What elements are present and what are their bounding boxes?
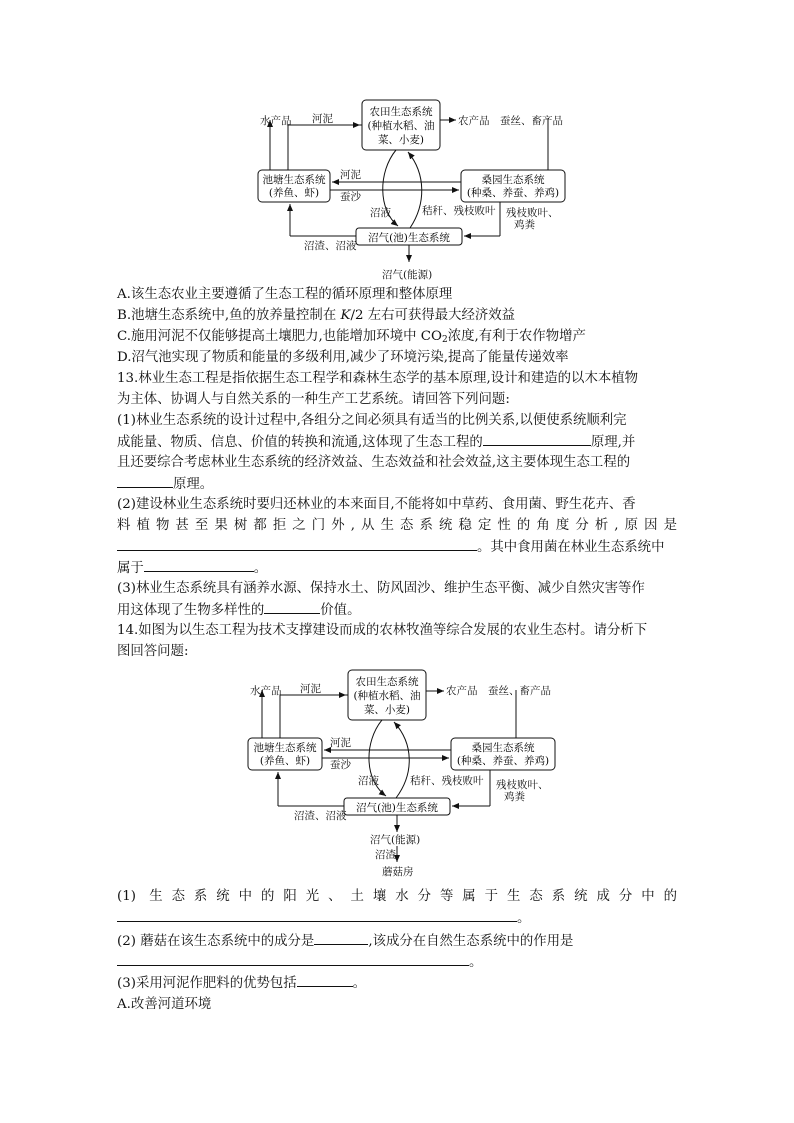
label2-waste-1: 残枝败叶、 <box>496 779 549 791</box>
option-c-sub: 2 <box>441 335 448 345</box>
q13-p3-l2-end: 价值。 <box>320 603 361 618</box>
option-d: D.沼气池实现了物质和能量的多级利用,减少了环境污染,提高了能量传递效率 <box>117 350 569 365</box>
label-river-mud-mid: 河泥 <box>340 169 361 181</box>
q13-p1-line-4 <box>117 473 677 495</box>
label2-residue: 沼渣 <box>375 849 396 861</box>
q13-p1-line-3: 且还要综合考虑林业生态系统的经济效益、生态效益和社会效益,这主要体现生态工程的 <box>117 455 631 470</box>
q14-p1-l2-end: 。 <box>517 911 531 926</box>
label-waste-2: 鸡粪 <box>514 219 535 231</box>
label2-residue-slurry: 沼渣、沼液 <box>294 810 347 822</box>
biogas-label: 沼气(池)生态系统 <box>368 232 450 244</box>
q14-blank-3[interactable] <box>117 951 469 966</box>
q13-p1-l4-text: 原理。 <box>173 477 214 492</box>
q13-p3-line-1: (3)林业生态系统具有涵养水源、保持水土、防风固沙、维护生态平衡、减少自然灾害等作 <box>117 581 645 596</box>
label2-slurry: 沼液 <box>358 775 379 787</box>
option-b <box>117 305 677 326</box>
farm-line-1: 农田生态系统 <box>369 106 433 118</box>
option-b-pre: B.池塘生态系统中,鱼的放养量控制在 <box>117 308 341 323</box>
q14-p2-text-b: ,该成分在自然生态系统中的作用是 <box>368 934 574 949</box>
q13-p2-l4-text: 属于 <box>117 561 144 576</box>
label-aquatic-products: 水产品 <box>260 115 292 127</box>
q13-blank-4[interactable] <box>144 557 254 572</box>
farm2-line-3: 菜、小麦) <box>363 704 411 716</box>
q14-p2-l2-end: 。 <box>469 955 483 970</box>
q13-p2-line-1: (2)建设林业生态系统时要归还林业的本来面目,不能将如中草药、食用菌、野生花卉、香 <box>117 497 636 512</box>
label2-silk-livestock: 蚕丝、畜产品 <box>488 685 551 697</box>
q14-p2-text-a: (2) 蘑菇在该生态系统中的成分是 <box>117 934 315 949</box>
q14-p3-line-1 <box>117 972 677 994</box>
farm-line-3: 菜、小麦) <box>377 134 425 146</box>
option-c-post: 浓度,有利于农作物增产 <box>447 329 586 344</box>
label-slurry: 沼液 <box>370 207 391 219</box>
ecosystem-diagram-1 <box>0 92 794 288</box>
farm2-line-1: 农田生态系统 <box>355 676 419 688</box>
q14-intro-2: 图回答问题: <box>117 644 189 659</box>
q14-blank-2[interactable] <box>314 930 368 945</box>
biogas2-label: 沼气(池)生态系统 <box>356 802 438 814</box>
q13-p2-l3-text: 。其中食用菌在林业生态系统中 <box>477 540 665 555</box>
mulberry2-line-2: (种桑、养蚕、养鸡) <box>456 755 550 767</box>
pond-line-1: 池塘生态系统 <box>262 174 326 186</box>
label-river-mud-top: 河泥 <box>312 113 333 125</box>
q13-p2-line-3 <box>117 536 677 558</box>
label2-waste-2: 鸡粪 <box>504 791 525 803</box>
label2-silkworm-waste: 蚕沙 <box>330 759 351 771</box>
q13-p2-line-2: 料植物甚至果树都拒之门外,从生态系统稳定性的角度分析,原因是 <box>117 518 677 533</box>
q14-blank-1[interactable] <box>117 907 517 922</box>
q14-option-a: A.改善河道环境 <box>117 997 212 1012</box>
option-c-pre: C.施用河泥不仅能够提高土壤肥力,也能增加环境中 CO <box>117 329 442 344</box>
q13-p3-l2-text: 用这体现了生物多样性的 <box>117 603 265 618</box>
ecosystem-diagram-2 <box>0 664 794 880</box>
q14-p2-line-2 <box>117 951 677 973</box>
label-silk-livestock: 蚕丝、畜产品 <box>500 115 563 127</box>
farm-line-2: (种植水稻、油 <box>367 120 435 132</box>
option-b-post: /2 左右可获得最大经济效益 <box>350 308 516 323</box>
q14-p1-line-1: (1) 生态系统中的阳光、土壤水分等属于生态系统成分中的 <box>117 889 677 904</box>
farm2-line-2: (种植水稻、油 <box>353 690 421 702</box>
q13-p2-l4-end: 。 <box>253 561 268 576</box>
q13-blank-3[interactable] <box>117 536 477 551</box>
q14-p2-line-1 <box>117 930 677 952</box>
pond2-line-1: 池塘生态系统 <box>253 742 317 754</box>
label2-agri-products: 农产品 <box>446 685 478 697</box>
label2-mushroom-house: 蘑菇房 <box>382 866 414 878</box>
mulberry-line-1: 桑园生态系统 <box>481 174 545 186</box>
q13-blank-5[interactable] <box>264 599 320 614</box>
mulberry2-line-1: 桑园生态系统 <box>471 742 535 754</box>
label-residue-slurry: 沼渣、沼液 <box>304 240 357 252</box>
q13-p3-line-2 <box>117 599 677 621</box>
q13-p1-l2-text: 成能量、物质、信息、价值的转换和流通,这体现了生态工程的 <box>117 435 483 450</box>
q13-intro-1: 13.林业生态工程是指依据生态工程学和森林生态学的基本原理,设计和建造的以木本植物 <box>117 371 639 386</box>
q14-blank-4[interactable] <box>297 972 353 987</box>
q13-intro-2: 为主体、协调人与自然关系的一种生产工艺系统。请回答下列问题: <box>117 392 510 407</box>
pond-line-2: (养鱼、虾) <box>268 187 320 199</box>
pond2-line-2: (养鱼、虾) <box>259 755 311 767</box>
q14-intro-1: 14.如图为以生态工程为技术支撑建设而成的农林牧渔等综合发展的农业生态村。请分析下 <box>117 623 648 638</box>
q13-blank-2[interactable] <box>117 473 173 488</box>
q14-p1-line-2 <box>117 907 677 929</box>
label2-straw: 秸秆、残枝败叶 <box>410 775 484 787</box>
q14-p3-text: (3)采用河泥作肥料的优势包括 <box>117 976 297 991</box>
q13-p1-l2-end: 原理,并 <box>590 435 636 450</box>
label2-biogas-energy: 沼气(能源) <box>370 834 421 846</box>
option-b-k: K <box>340 308 351 323</box>
label-agri-products: 农产品 <box>458 115 490 127</box>
q13-p1-line-1: (1)林业生态系统的设计过程中,各组分之间必须具有适当的比例关系,以便使系统顺利完 <box>117 413 627 428</box>
q13-p2-line-4 <box>117 557 677 579</box>
label-waste-1: 残枝败叶、 <box>506 207 559 219</box>
q13-p1-line-2 <box>117 431 677 453</box>
label-silkworm-waste: 蚕沙 <box>340 191 361 203</box>
q14-p3-end: 。 <box>352 976 367 991</box>
option-a: A.该生态农业主要遵循了生态工程的循环原理和整体原理 <box>117 287 453 302</box>
q13-blank-1[interactable] <box>483 431 591 446</box>
label2-aquatic-products: 水产品 <box>250 685 282 697</box>
label-straw: 秸秆、残枝败叶 <box>422 205 496 217</box>
label2-river-mud-mid: 河泥 <box>330 737 351 749</box>
label-biogas-energy: 沼气(能源) <box>382 269 433 281</box>
mulberry-line-2: (种桑、养蚕、养鸡) <box>466 187 560 199</box>
label2-river-mud-top: 河泥 <box>300 683 321 695</box>
